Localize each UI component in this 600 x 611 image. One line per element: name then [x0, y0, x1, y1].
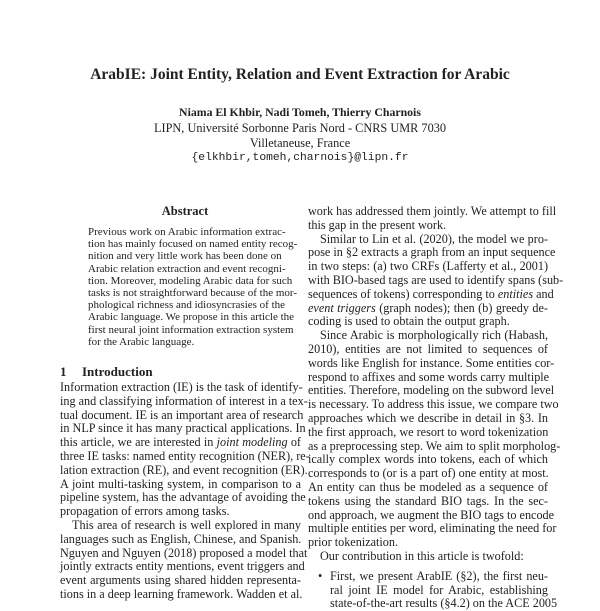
text-line — [88, 238, 298, 251]
text-span: in NLP since it has many practical applications. In — [60, 421, 306, 436]
text-line — [88, 311, 295, 324]
text-line — [308, 286, 554, 302]
text-span: tasks is not straightforward because of the mor- — [88, 287, 298, 300]
text-span: Similar to Lin et al. (2020), the model we pro- — [320, 231, 548, 246]
bullet-icon: • — [318, 568, 323, 583]
text-span: three IE tasks: named entity recognition (NER), re- — [60, 448, 310, 463]
text-line — [308, 329, 548, 343]
text-span: ically complex words into tokens, each of which — [308, 452, 548, 467]
text-line — [88, 287, 298, 300]
text-span: First, we present ArabIE (§2), the first neu- — [330, 568, 548, 583]
text-line — [60, 448, 310, 464]
text-span: multiple entities per word, eliminating the need for — [308, 521, 557, 536]
text-span: as a preprocessing step. We aim to split morpholog- — [308, 438, 561, 453]
text-span: Nguyen and Nguyen (2018) proposed a model that — [60, 545, 308, 560]
section-heading-introduction — [60, 364, 153, 380]
text-line — [60, 490, 306, 505]
text-line — [88, 250, 282, 263]
text-line — [308, 550, 548, 564]
text-span: propagation of errors among tasks. — [60, 504, 230, 519]
text-line — [308, 536, 548, 550]
text-line — [60, 436, 301, 450]
left-column-text — [60, 380, 310, 602]
text-line — [60, 421, 306, 436]
paper-title: ArabIE: Joint Entity, Relation and Event Extraction for Arabic — [90, 66, 510, 83]
text-line — [60, 588, 301, 602]
text-span: this article, we are interested in — [60, 435, 217, 450]
text-span: This area of research is well explored in many — [72, 517, 301, 532]
text-line — [308, 355, 555, 371]
abstract-body — [88, 226, 298, 348]
italic-term: joint modeling — [216, 435, 288, 450]
text-line — [88, 274, 293, 287]
text-line — [308, 412, 548, 426]
text-span: approaches which we describe in detail in §3. In — [308, 410, 548, 425]
text-line — [308, 302, 548, 316]
text-line — [308, 570, 548, 584]
text-span: event arguments using shared hidden representa- — [60, 573, 301, 588]
text-line — [308, 272, 564, 288]
text-span: work has addressed them jointly. We attempt to fill — [308, 204, 557, 218]
text-span: pipeline system, has the advantage of avoiding the — [60, 490, 306, 505]
text-span: A joint multi-tasking system, in comparison to a — [60, 476, 301, 491]
text-span: for the Arabic language. — [88, 335, 195, 348]
text-line — [308, 495, 548, 509]
text-line — [60, 519, 301, 533]
text-line — [308, 383, 555, 398]
section-title: Introduction — [82, 364, 153, 379]
text-line — [308, 438, 561, 454]
text-span: in two steps: (a) two CRFs (Lafferty et al., 2001) — [308, 259, 548, 274]
text-span: Our contribution in this article is twofold: — [320, 548, 524, 563]
section-number: 1 — [60, 364, 67, 379]
text-span: this gap in the present work. — [308, 217, 447, 232]
text-line — [308, 426, 548, 440]
text-span: Information extraction (IE) is the task of identify- — [60, 380, 303, 394]
text-line — [60, 533, 301, 547]
text-span: Since Arabic is morphologically rich (Habash, — [320, 328, 548, 343]
authors: Niama El Khbir, Nadi Tomeh, Thierry Charnois — [179, 105, 421, 119]
text-span: coding is used to obtain the output graph. — [308, 314, 510, 329]
text-span: tion. Moreover, modeling Arabic data for such — [88, 274, 293, 287]
text-span: corresponds to (or is a part of) one entity at most. — [308, 466, 549, 481]
text-span: of — [287, 435, 301, 450]
text-line — [308, 219, 548, 233]
email: {elkhbir,tomeh,charnois}@lipn.fr — [191, 152, 409, 164]
text-span: prior tokenization. — [308, 535, 399, 550]
text-span: the first approach, we resort to word tokenization — [308, 424, 549, 439]
text-line — [308, 233, 548, 247]
text-span: state-of-the-art results (§4.2) on the ACE 2005 — [330, 596, 558, 611]
text-span: respond to affixes and some words carry multiple — [308, 369, 550, 384]
text-span: is necessary. To address this issue, we compare two — [308, 397, 559, 412]
text-line — [60, 407, 304, 423]
text-line — [308, 204, 557, 219]
text-line — [308, 453, 548, 467]
text-line — [308, 507, 555, 523]
affiliation: LIPN, Université Sorbonne Paris Nord - CNRS UMR 7030 — [153, 121, 447, 135]
text-span: ing and classifying information of interest in a tex- — [60, 393, 308, 408]
text-span: phological richness and idiosyncrasies of the — [88, 299, 286, 312]
text-span: with BIO-based tags are used to identify spans (sub- — [308, 272, 564, 287]
text-span: pose in §2 extracts a graph from an input sequence — [308, 245, 556, 260]
text-line — [308, 343, 548, 357]
text-span: sequences of tokens) corresponding to — [308, 286, 498, 301]
text-span: and — [533, 286, 554, 301]
text-span: Arabic relation extraction and event recogni- — [88, 262, 286, 275]
text-span: 2010), entities are not limited to sequences of — [308, 341, 548, 356]
right-column-text — [308, 204, 564, 611]
text-span: tion has mainly focused on named entity recog- — [88, 238, 298, 251]
text-line — [60, 393, 308, 409]
text-line — [60, 574, 301, 588]
text-span: Previous work on Arabic information extrac- — [88, 226, 286, 238]
text-span: ral joint IE model for Arabic, establishing — [330, 582, 548, 597]
text-line — [60, 559, 305, 574]
text-span: tokens using the standard BIO tags. In the sec- — [308, 493, 548, 508]
italic-term: entities — [497, 286, 534, 301]
text-line — [308, 521, 557, 536]
text-line — [308, 467, 548, 481]
text-span: (graph nodes); then (b) greedy de- — [375, 300, 548, 315]
text-line — [88, 299, 286, 312]
text-span: tual document. IE is an important area of research — [60, 407, 304, 422]
text-line — [308, 596, 558, 611]
text-line — [308, 315, 548, 329]
text-line — [60, 478, 301, 492]
text-line — [308, 481, 548, 495]
text-line — [88, 262, 286, 275]
text-span: Arabic language. We propose in this article the — [88, 311, 295, 324]
text-line — [308, 371, 548, 385]
text-span: lation extraction (RE), and event recognition (ER). — [60, 462, 308, 477]
text-line — [308, 260, 548, 274]
text-line — [308, 245, 556, 260]
text-line — [308, 584, 548, 598]
text-line — [60, 462, 308, 478]
text-span: words like English for instance. Some entities cor- — [308, 355, 555, 370]
text-line — [308, 397, 559, 412]
text-line — [88, 226, 286, 238]
text-span: languages such as English, Chinese, and Spanish. — [60, 531, 302, 546]
italic-term: event triggers — [308, 300, 376, 315]
text-line — [88, 323, 294, 336]
text-line — [60, 545, 308, 561]
text-span: first neural joint information extraction system — [88, 323, 294, 336]
text-span: An entity can thus be modeled as a sequence of — [308, 479, 548, 494]
text-span: nition and very little work has been done on — [88, 250, 282, 263]
text-span: tions in a deep learning framework. Wadden et al. — [60, 586, 303, 601]
text-line — [60, 381, 301, 395]
text-line — [60, 505, 301, 519]
text-line — [88, 336, 278, 348]
text-span: jointly extracts entity mentions, event triggers and — [60, 559, 305, 574]
abstract-heading: Abstract — [161, 204, 209, 218]
city: Villetaneuse, France — [249, 136, 351, 150]
text-span: entities. Therefore, modeling on the subword level — [308, 383, 555, 398]
text-span: ond approach, we augment the BIO tags to encode — [308, 507, 555, 522]
